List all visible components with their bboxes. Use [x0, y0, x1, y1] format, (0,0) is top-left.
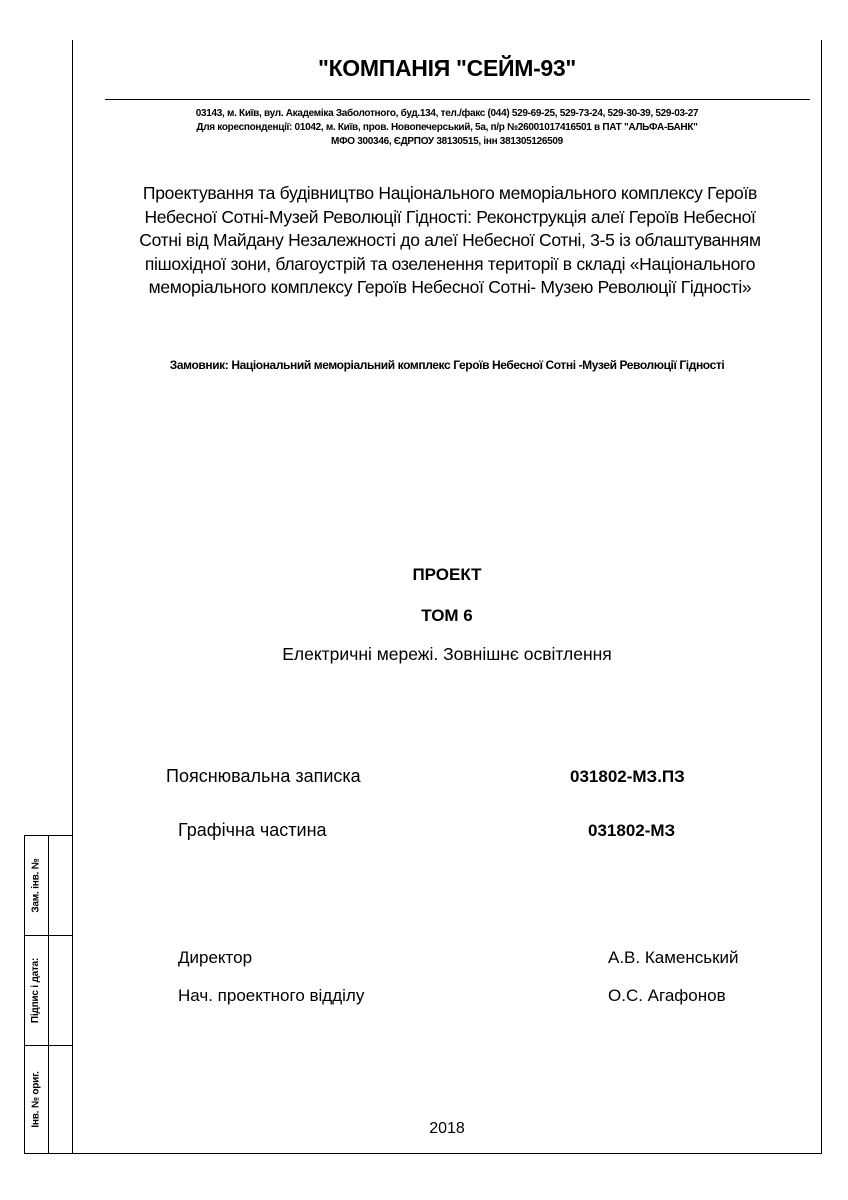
project-description-line: Проектування та будівництво Національного меморіального комплексу Героїв [142, 183, 758, 203]
signature-role: Директор [178, 948, 253, 967]
signature-role: Нач. проектного відділу [178, 986, 365, 1005]
stamp-replace-inv-cell [24, 835, 48, 935]
address-line: 03143, м. Київ, вул. Академіка Заболотного, буд.134, тел./факс (044) 529-69-25, 529-73-24, 529-30-39, 529-03-27 [195, 108, 699, 119]
document-code: 031802-МЗ [588, 821, 676, 840]
frame-right-border [821, 40, 822, 1154]
company-address [73, 107, 821, 149]
document-code: 031802-МЗ.ПЗ [570, 767, 685, 786]
address-line: Для кореспонденції: 01042, м. Київ, пров. Новопечерський, 5а, п/р №26001017416501 в ПАТ "АЛЬФА-БАНК" [196, 122, 698, 133]
frame-left-border [72, 40, 73, 1154]
project-description-line: Сотні від Майдану Незалежності до алеї Небесної Сотні, 3-5 із облаштуванням [139, 230, 761, 250]
stamp-inv-orig-label: Інв. № ориг. [30, 1070, 42, 1128]
volume-heading: ТОМ 6 [421, 606, 473, 625]
header-rule [105, 99, 810, 100]
signature-name: О.С. Агафонов [608, 986, 726, 1005]
project-description-line: меморіального комплексу Героїв Небесної Сотні- Музею Революції Гідності» [148, 277, 752, 297]
volume-subtitle: Електричні мережі. Зовнішнє освітлення [282, 644, 612, 664]
stamp-signature-date-cell [24, 935, 48, 1045]
stamp-replace-inv-label: Зам. інв. № [30, 857, 42, 913]
project-heading: ПРОЕКТ [412, 565, 482, 584]
stamp-strip-divider-line [48, 835, 49, 1153]
document-year: 2018 [429, 1120, 465, 1137]
address-line: МФО 300346, ЄДРПОУ 38130515, інн 381305126509 [331, 136, 563, 147]
project-description [100, 182, 800, 300]
project-description-line: Небесної Сотні-Музей Революції Гідності: Реконструкція алеї Героїв Небесної [144, 206, 756, 227]
stamp-signature-date-label: Підпис і дата: [30, 957, 42, 1023]
stamp-inv-orig-cell [24, 1045, 48, 1153]
document-label: Пояснювальна записка [166, 766, 361, 786]
project-description-line: пішохідної зони, благоустрій та озеленення території в складі «Національного [144, 253, 756, 274]
company-name: "КОМПАНІЯ "СЕЙМ-93" [317, 55, 577, 81]
frame-bottom-border [24, 1153, 822, 1154]
document-label: Графічна частина [178, 820, 327, 840]
customer-line: Замовник: Національний меморіальний комплекс Героїв Небесної Сотні -Музей Революції Гідності [169, 358, 725, 372]
signature-name: А.В. Каменський [608, 948, 739, 967]
